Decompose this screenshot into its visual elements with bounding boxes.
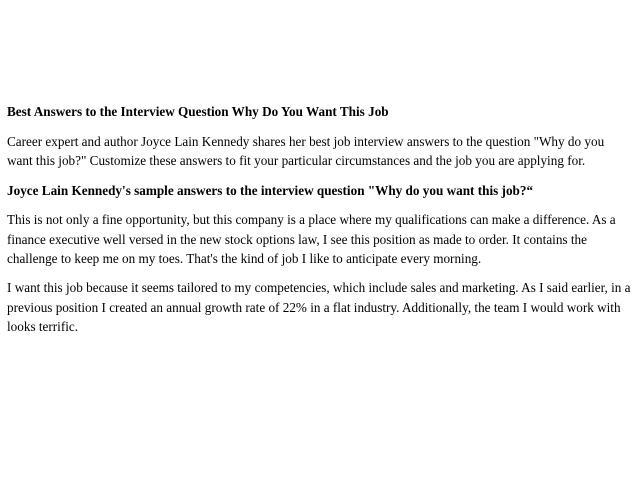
answers-subheading: Joyce Lain Kennedy's sample answers to the interview question "Why do you want this job?“ [7, 182, 534, 198]
answer-paragraph-2: I want this job because it seems tailored to my competencies, which include sales and marketing. As I said earlier, in a previous position I created an annual growth rate of 22% in a flat industry. Additionally, the team I would work with looks terrific. [7, 280, 631, 334]
document-page [7, 102, 631, 347]
answer-paragraph-1: This is not only a fine opportunity, but this company is a place where my qualifications can make a difference. As a finance executive well versed in the new stock options law, I see this position as made to order. It contains the challenge to keep me on my toes. That's the kind of job I like to anticipate every morning. [7, 212, 616, 266]
document-title: Best Answers to the Interview Question Why Do You Want This Job [7, 104, 389, 119]
intro-paragraph: Career expert and author Joyce Lain Kennedy shares her best job interview answers to the question "Why do you want this job?" Customize these answers to fit your particular circumstances and the job you are applying for. [7, 133, 605, 168]
